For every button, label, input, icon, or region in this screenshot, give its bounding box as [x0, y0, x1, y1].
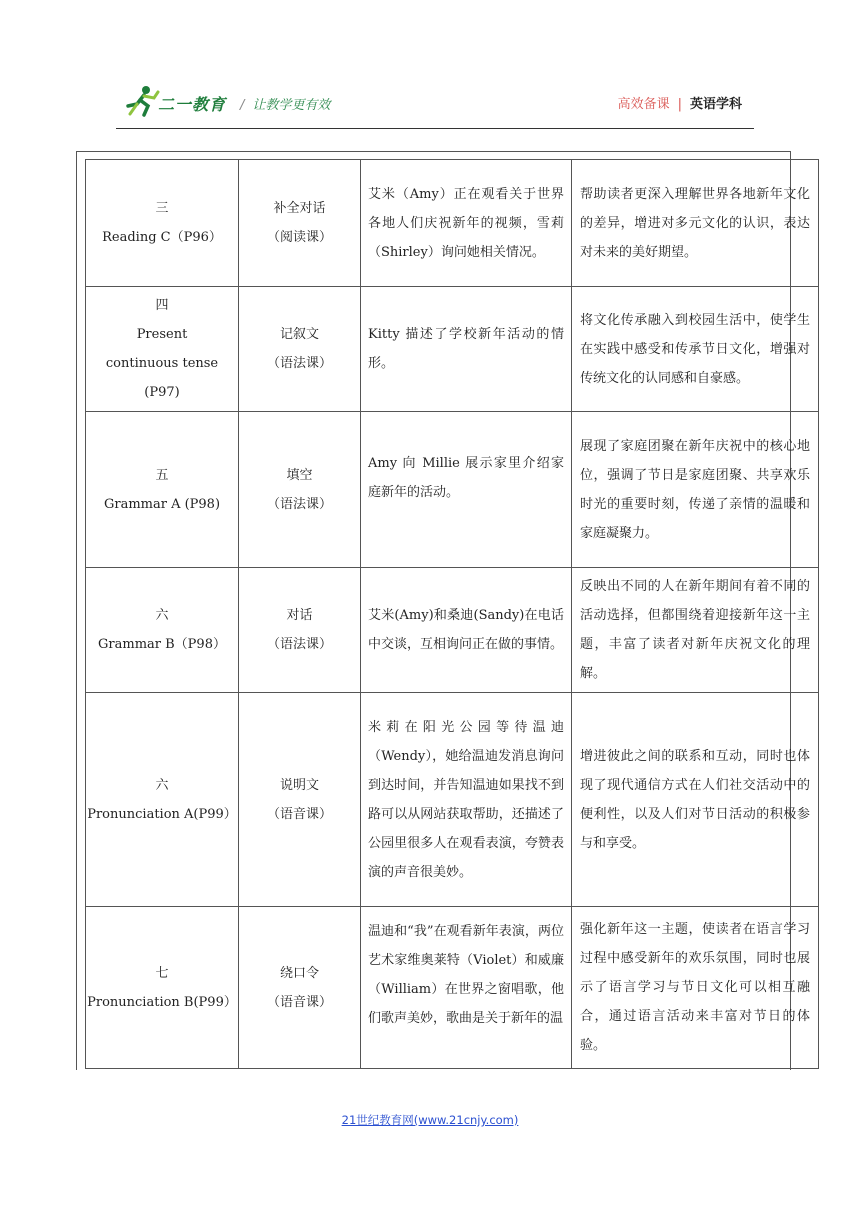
table-row: [86, 568, 819, 693]
tag-efficient-prep: 高效备课: [617, 97, 670, 112]
table-row: [86, 287, 819, 412]
lesson-table: [85, 159, 819, 1069]
unit-number: 七: [155, 965, 169, 981]
unit-number: 六: [155, 608, 169, 623]
table-row: [86, 907, 819, 1069]
divider-slash: /: [240, 98, 245, 113]
text-type: 说明文: [279, 777, 319, 793]
table-row: [86, 412, 819, 568]
content-cell: 艾米(Amy)和桑迪(Sandy)在电话中交谈，互相询问正在做的事情。: [361, 568, 572, 693]
purpose-cell: 将文化传承融入到校园生活中，使学生在实践中感受和传承节日文化，增强对传统文化的认同感和自豪感。: [572, 287, 819, 412]
running-man-logo-icon: [122, 84, 162, 118]
section-title: Pronunciation A(P99）: [87, 806, 237, 822]
section-title: Reading C（P96）: [102, 230, 222, 245]
type-cell: [239, 693, 361, 907]
unit-cell: [86, 568, 239, 693]
footer-link[interactable]: 21世纪教育网(www.21cnjy.com): [341, 1113, 519, 1127]
type-cell: [239, 568, 361, 693]
section-title: Grammar A (P98): [103, 496, 221, 512]
type-cell: [239, 412, 361, 568]
text-type: 对话: [286, 608, 313, 623]
header-tags: [618, 93, 742, 112]
course-type: （语法课）: [266, 496, 332, 512]
course-type: （语法课）: [266, 637, 332, 652]
purpose-cell: 强化新年这一主题，使读者在语言学习过程中感受新年的欢乐氛围，同时也展示了语言学习与节日文化可以相互融合，通过语言活动来丰富对节日的体验。: [572, 907, 819, 1069]
purpose-cell: 展现了家庭团聚在新年庆祝中的核心地位，强调了节日是家庭团聚、共享欢乐时光的重要时刻，传递了亲情的温暖和家庭凝聚力。: [572, 412, 819, 568]
header-divider: [116, 128, 754, 129]
tag-separator: |: [677, 97, 682, 112]
type-cell: [239, 907, 361, 1069]
course-type: （阅读课）: [266, 230, 332, 245]
content-text: Amy 向 Millie 展示家里介绍家庭新年的活动。: [368, 456, 564, 500]
content-cell: 温迪和“我”在观看新年表演，两位艺术家维奥莱特（Violet）和威廉（William）在世界之窗唱歌，他们歌声美妙，歌曲是关于新年的温: [361, 907, 572, 1069]
content-cell: 艾米（Amy）正在观看关于世界各地人们庆祝新年的视频，雪莉（Shirley）询问她相关情况。: [361, 160, 572, 287]
purpose-cell: 反映出不同的人在新年期间有着不同的活动选择，但都围绕着迎接新年这一主题，丰富了读者对新年庆祝文化的理解。: [572, 568, 819, 693]
content-cell: [361, 412, 572, 568]
text-type: 记叙文: [279, 327, 319, 342]
logo-text: 二一教育: [158, 95, 227, 114]
unit-number: 五: [155, 467, 169, 483]
unit-cell: [86, 160, 239, 287]
content-cell: 米莉在阳光公园等待温迪（Wendy），她给温迪发消息询问到达时间，并告知温迪如果找不到路可以从网站获取帮助，还描述了公园里很多人在观看表演，夸赞表演的声音很美妙。: [361, 693, 572, 907]
unit-cell: [86, 412, 239, 568]
course-type: （语音课）: [266, 806, 332, 822]
purpose-cell: 增进彼此之间的联系和互动，同时也体现了现代通信方式在人们社交活动中的便利性，以及人们对节日活动的积极参与和享受。: [572, 693, 819, 907]
course-type: （语法课）: [266, 356, 332, 371]
text-type: 补全对话: [273, 201, 326, 216]
table-row: [86, 160, 819, 287]
unit-number: 四: [155, 298, 169, 313]
type-cell: [239, 160, 361, 287]
text-type: 绕口令: [279, 965, 319, 981]
type-cell: [239, 287, 361, 412]
unit-cell: [86, 287, 239, 412]
unit-number: 三: [155, 201, 169, 216]
unit-number: 六: [155, 777, 169, 793]
table-row: [86, 693, 819, 907]
section-title: Present continuous tense (P97): [105, 327, 219, 400]
unit-cell: [86, 907, 239, 1069]
text-type: 填空: [286, 467, 313, 483]
course-type: （语音课）: [266, 994, 332, 1010]
tag-subject: 英语学科: [689, 97, 742, 112]
page-header: [116, 84, 754, 128]
content-cell: Kitty 描述了学校新年活动的情形。: [361, 287, 572, 412]
section-title: Pronunciation B(P99）: [87, 994, 237, 1010]
slogan: [240, 94, 330, 113]
slogan-text: 让教学更有效: [252, 98, 331, 113]
unit-cell: [86, 693, 239, 907]
purpose-cell: 帮助读者更深入理解世界各地新年文化的差异，增进对多元文化的认识，表达对未来的美好期望。: [572, 160, 819, 287]
page-footer: [0, 1112, 860, 1128]
section-title: Grammar B（P98）: [98, 637, 226, 652]
